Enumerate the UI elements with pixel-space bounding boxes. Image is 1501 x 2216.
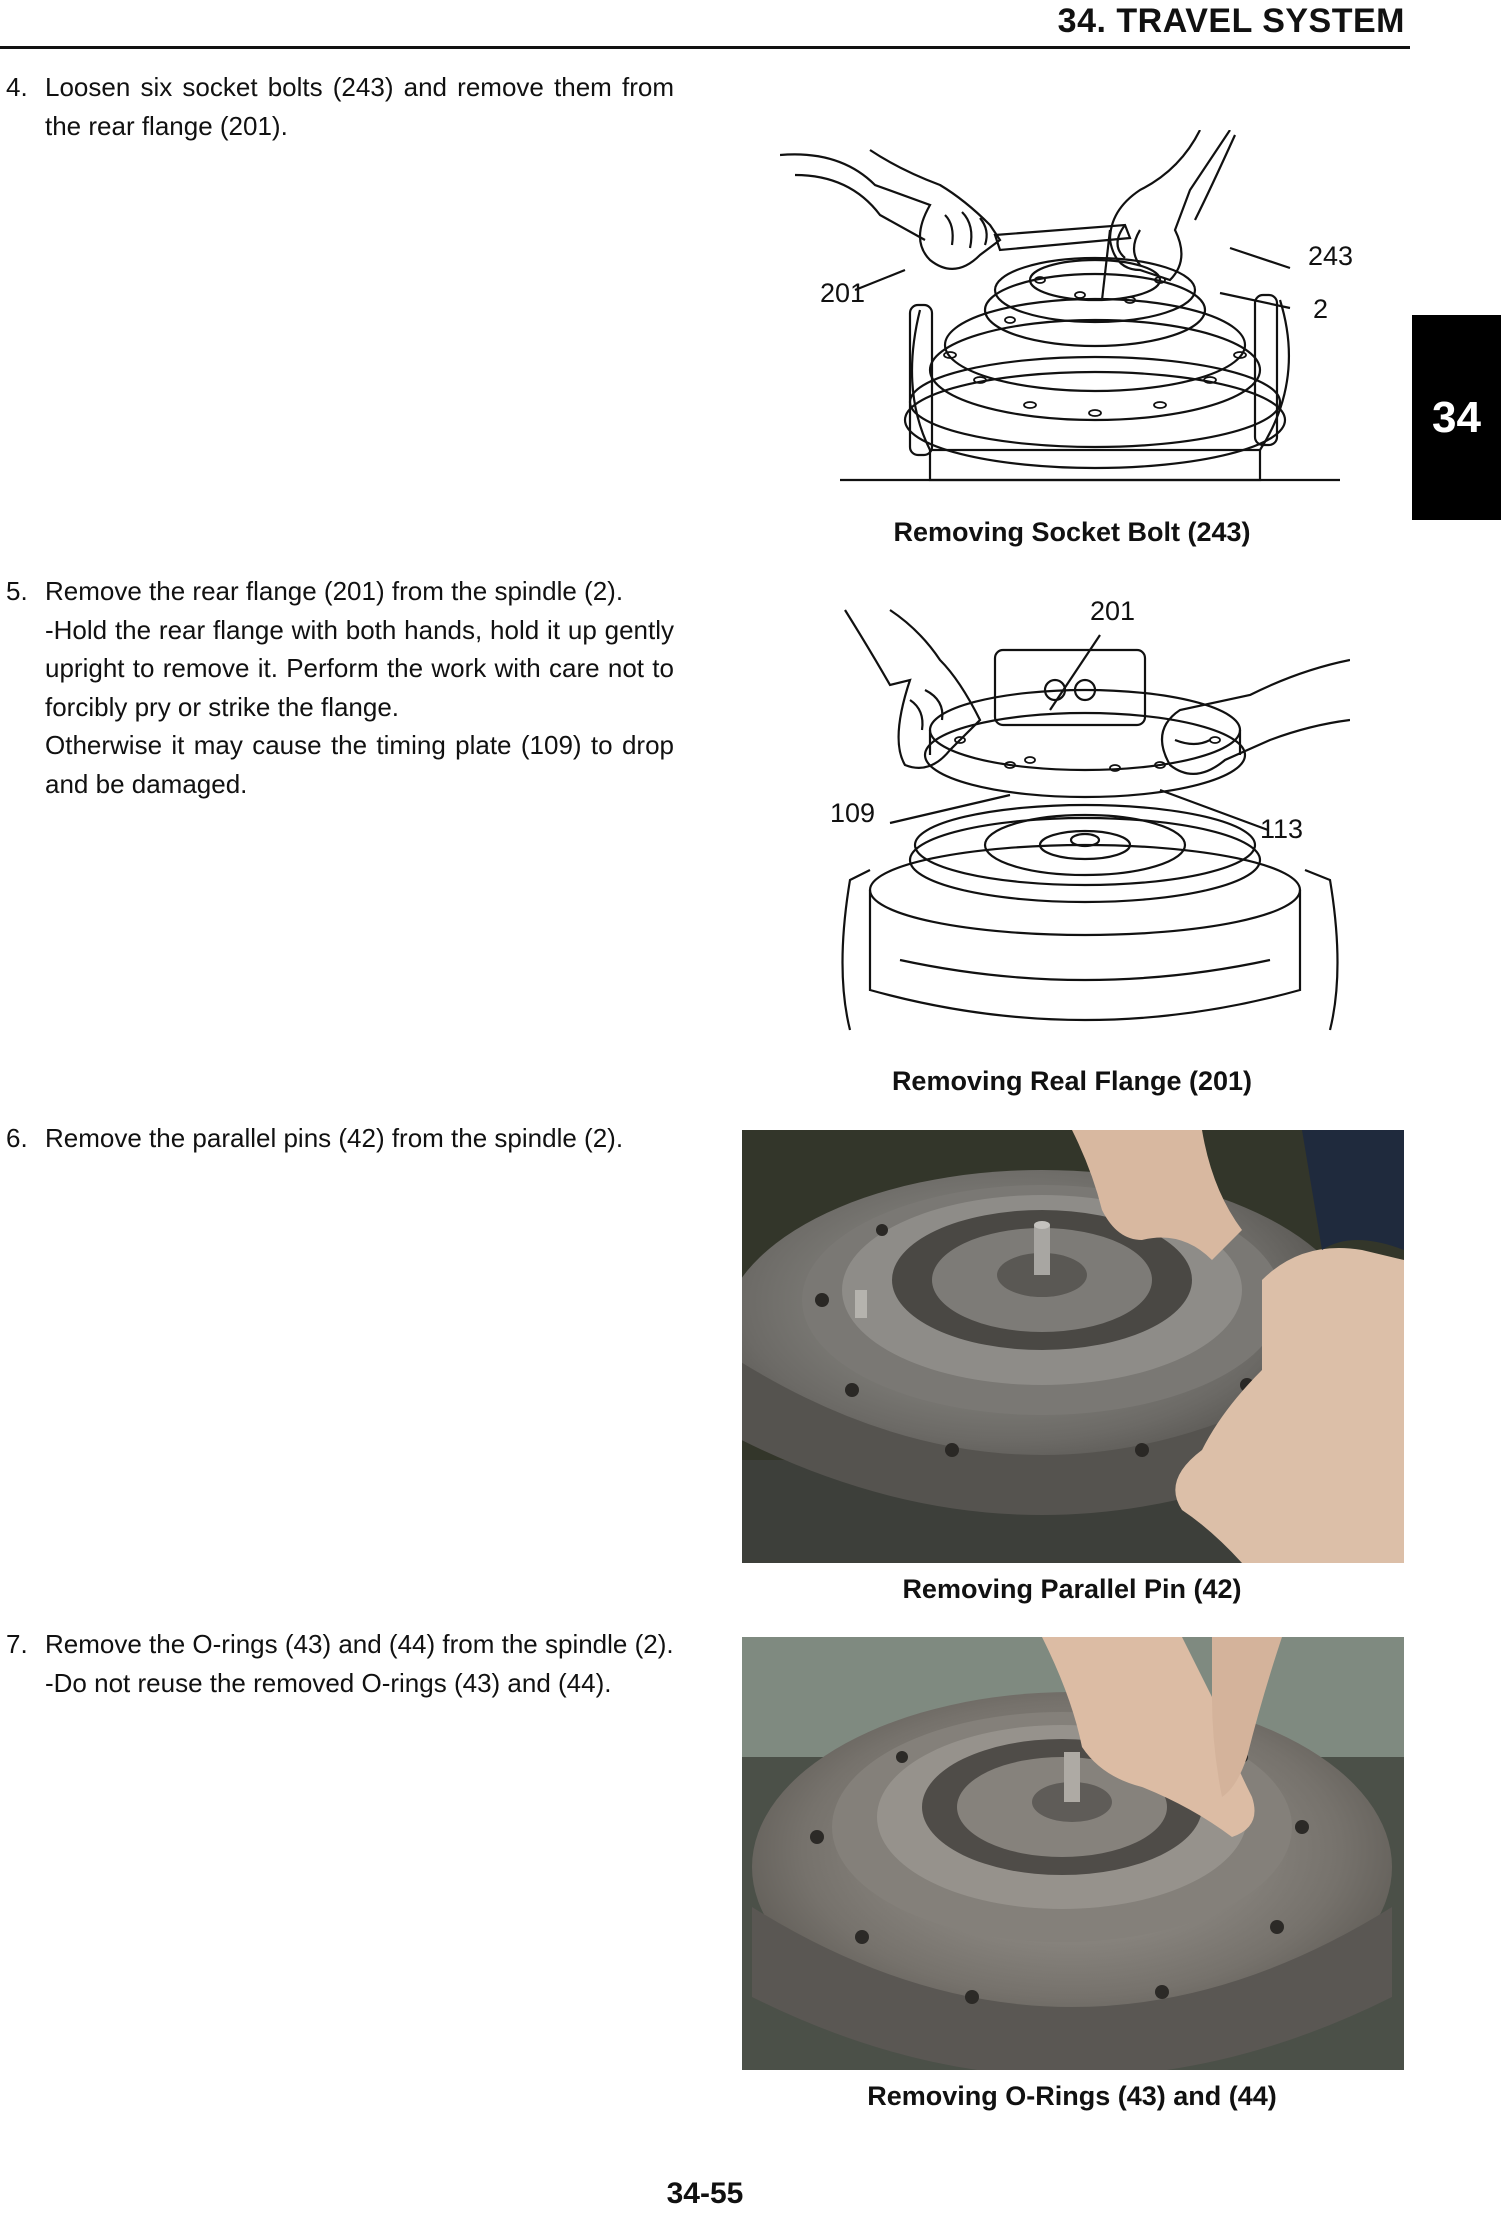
step-note: Otherwise it may cause the timing plate (109) to drop and be damaged.: [45, 730, 674, 799]
step-number: 7.: [6, 1629, 28, 1659]
section-title: 34. TRAVEL SYSTEM: [1057, 2, 1405, 40]
figure-socket-bolt-drawing: [780, 130, 1380, 490]
callout-109: 109: [830, 798, 876, 828]
figure-caption: Removing Parallel Pin (42): [902, 1574, 1242, 1604]
photo-o-rings: [742, 1637, 1404, 2070]
figure-caption: Removing O-Rings (43) and (44): [867, 2081, 1277, 2111]
figure-caption: Removing Socket Bolt (243): [893, 517, 1251, 547]
step-7: [6, 1625, 674, 1702]
callout-201: 201: [1090, 596, 1136, 626]
step-number: 6.: [6, 1123, 28, 1153]
step-text: Remove the rear flange (201) from the spindle (2).: [45, 576, 624, 606]
callout-2: 2: [1313, 294, 1329, 324]
step-5: [6, 572, 674, 803]
header-rule: [0, 46, 1410, 49]
callout-113: 113: [1260, 814, 1304, 844]
step-number: 5.: [6, 576, 28, 606]
step-text: Remove the O-rings (43) and (44) from the spindle (2).: [45, 1629, 674, 1659]
callout-201: 201: [820, 278, 866, 308]
step-number: 4.: [6, 72, 28, 102]
step-text: Loosen six socket bolts (243) and remove them from the rear flange (201).: [45, 72, 674, 141]
chapter-tab-label: 34: [1432, 392, 1481, 442]
page-number: 34-55: [666, 2177, 744, 2210]
callout-243: 243: [1308, 241, 1354, 271]
step-note: -Hold the rear flange with both hands, hold it up gently upright to remove it. Perform the work with care not to forcibly pry or strike the flange.: [45, 614, 674, 722]
chapter-tab: [1412, 315, 1501, 520]
figure-rear-flange-drawing: [830, 590, 1350, 1035]
step-4: [6, 68, 674, 145]
step-6: [6, 1119, 674, 1158]
step-text: Remove the parallel pins (42) from the spindle (2).: [45, 1123, 624, 1153]
step-note: -Do not reuse the removed O-rings (43) and (44).: [45, 1667, 612, 1698]
figure-caption: Removing Real Flange (201): [891, 1066, 1253, 1096]
photo-parallel-pin: [742, 1130, 1404, 1563]
